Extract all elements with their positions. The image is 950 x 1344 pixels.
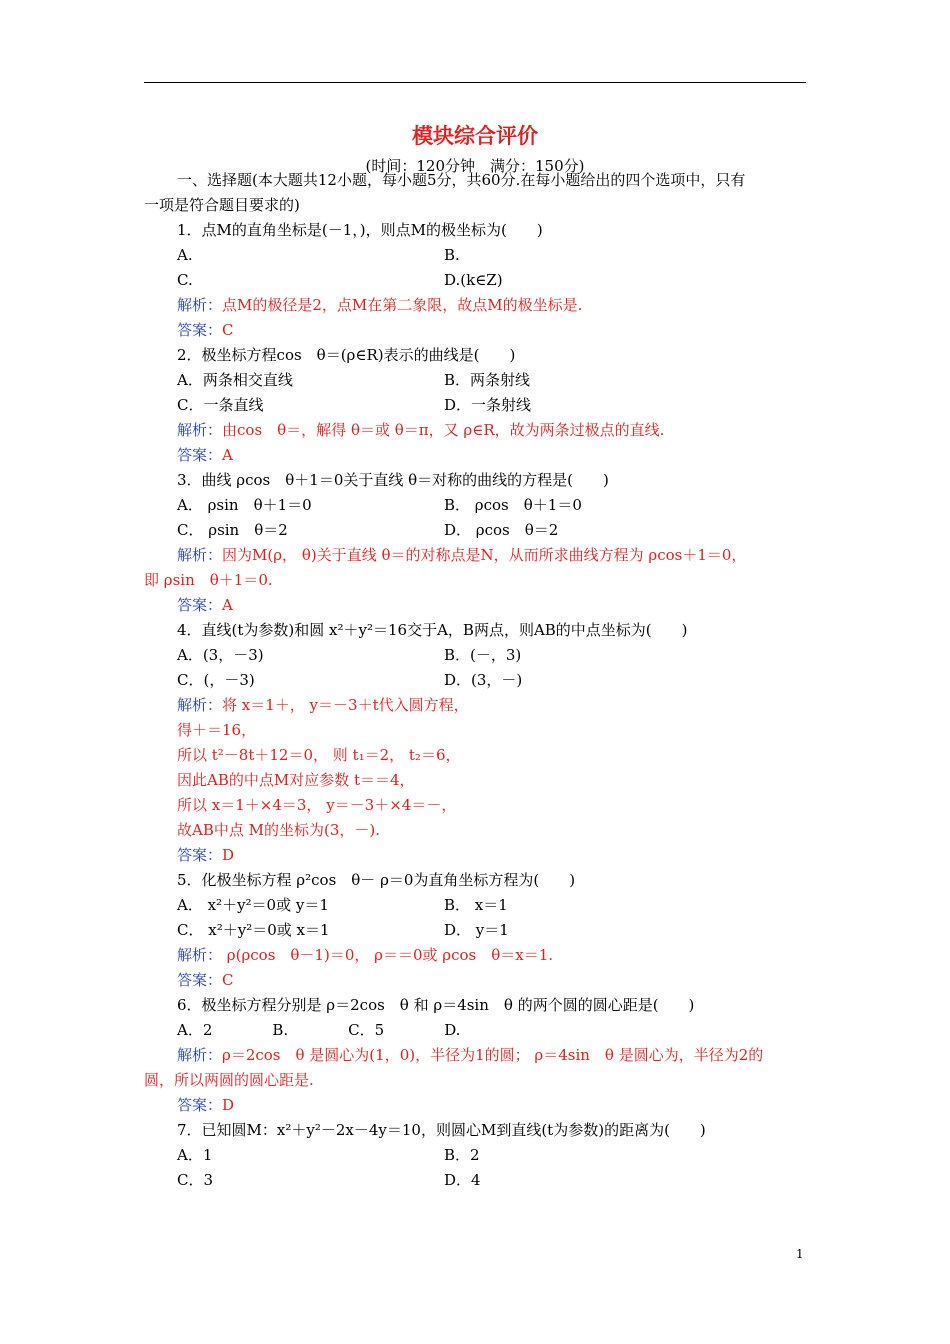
line-text: B.: [444, 246, 460, 264]
text-line: [144, 568, 273, 592]
text-line: [177, 218, 543, 242]
line-text: C．3: [177, 1171, 214, 1189]
line-text: 所以 x＝1＋×4＝3， y＝－3＋×4＝－，: [177, 796, 457, 814]
text-line: [444, 518, 558, 542]
line-text: 2．极坐标方程cos θ＝(ρ∈R)表示的曲线是( ): [177, 346, 516, 364]
analysis-label: 答案：: [177, 321, 223, 339]
line-text: D． ρcos θ＝2: [444, 521, 559, 539]
line-text: A.: [177, 246, 193, 264]
line-text: 3．曲线 ρcos θ＋1＝0关于直线 θ＝对称的曲线的方程是( ): [177, 471, 609, 489]
line-text: D． y＝1: [444, 921, 509, 939]
text-line: [444, 1168, 481, 1192]
line-text: 即 ρsin θ＋1＝0.: [144, 571, 273, 589]
analysis-label: 解析：: [177, 696, 223, 714]
analysis-label: 解析：: [177, 421, 223, 439]
analysis-label: 解析：: [177, 296, 223, 314]
analysis-label: 解析：: [177, 1046, 223, 1064]
page-title: 模块综合评价: [412, 123, 538, 148]
text-line: [177, 918, 330, 942]
text-line: [177, 893, 329, 917]
line-text: B．两条射线: [444, 371, 531, 389]
text-line: [177, 643, 264, 667]
line-text: D: [222, 846, 235, 864]
line-text: 一项是符合题目要求的): [144, 196, 300, 214]
analysis-line: [177, 843, 234, 867]
analysis-label: 答案：: [177, 846, 223, 864]
line-text: A．1: [177, 1146, 213, 1164]
text-line: [177, 493, 312, 517]
line-text: 5．化极坐标方程 ρ²cos θ－ ρ＝0为直角坐标方程为( ): [177, 871, 576, 889]
line-text: D．4: [444, 1171, 481, 1189]
line-text: A．两条相交直线: [177, 371, 293, 389]
line-text: D: [222, 1096, 235, 1114]
analysis-line: [177, 418, 664, 442]
text-line: [444, 893, 508, 917]
line-text: ρ(ρcos θ－1)＝0， ρ＝＝0或 ρcos θ＝x＝1.: [222, 946, 554, 964]
line-text: 因此AB的中点M对应参数 t＝＝4，: [177, 771, 415, 789]
analysis-line: [177, 968, 234, 992]
text-line: [177, 468, 609, 492]
line-text: A．2 B. C．5 D.: [177, 1021, 461, 1039]
exam-time-score: (时间：120分钟 满分：150分): [365, 157, 585, 175]
text-line: [177, 1118, 706, 1142]
line-text: 6．极坐标方程分别是 ρ＝2cos θ 和 ρ＝4sin θ 的两个圆的圆心距是( ): [177, 996, 695, 1014]
text-line: [177, 518, 288, 542]
line-text: 4．直线(t为参数)和圆 x²＋y²＝16交于A，B两点，则AB的中点坐标为( ): [177, 621, 688, 639]
line-text: D．(3，－): [444, 671, 523, 689]
line-text: A: [222, 446, 233, 464]
line-text: 7．已知圆M：x²＋y²－2x－4y＝10，则圆心M到直线(t为参数)的距离为( ): [177, 1121, 706, 1139]
text-line: [177, 368, 293, 392]
page-number: 1: [796, 1247, 804, 1261]
line-text: 所以 t²－8t＋12＝0， 则 t₁＝2， t₂＝6，: [177, 746, 461, 764]
text-line: [177, 743, 461, 767]
text-line: [177, 768, 415, 792]
line-text: 因为M(ρ， θ)关于直线 θ＝的对称点是N，从而所求曲线方程为 ρcos＋1＝0，: [222, 546, 747, 564]
text-line: [444, 668, 522, 692]
text-line: [444, 643, 521, 667]
line-text: C．一条直线: [177, 396, 264, 414]
line-text: 一、选择题(本大题共12小题，每小题5分，共60分.在每小题给出的四个选项中，只有: [177, 171, 746, 189]
text-line: [177, 668, 255, 692]
line-text: 将 x＝1＋， y＝－3＋t代入圆方程，: [222, 696, 469, 714]
analysis-label: 答案：: [177, 596, 223, 614]
analysis-label: 答案：: [177, 971, 223, 989]
line-text: A: [222, 596, 233, 614]
text-line: [177, 793, 456, 817]
analysis-label: 答案：: [177, 446, 223, 464]
analysis-line: [177, 1043, 763, 1067]
text-line: [177, 268, 193, 292]
text-line: [177, 393, 263, 417]
line-text: B． x＝1: [444, 896, 508, 914]
text-line: [177, 618, 688, 642]
line-text: D．一条射线: [444, 396, 532, 414]
text-line: [177, 243, 193, 267]
text-line: [177, 718, 256, 742]
analysis-line: [177, 543, 746, 567]
text-line: [177, 868, 575, 892]
text-line: [177, 1168, 213, 1192]
text-line: [444, 368, 530, 392]
analysis-line: [177, 943, 553, 967]
analysis-label: 解析：: [177, 546, 223, 564]
line-text: 故AB中点 M的坐标为(3，－).: [177, 821, 380, 839]
analysis-line: [177, 293, 582, 317]
text-line: [144, 193, 300, 217]
line-text: B．(－，3): [444, 646, 522, 664]
line-text: A． x²＋y²＝0或 y＝1: [177, 896, 329, 914]
line-text: 点M的极径是2，点M在第二象限，故点M的极坐标是.: [222, 296, 583, 314]
text-line: [444, 493, 582, 517]
line-text: 1．点M的直角坐标是(－1，)，则点M的极坐标为( ): [177, 221, 543, 239]
line-text: 得＋＝16，: [177, 721, 257, 739]
text-line: [177, 1143, 212, 1167]
line-text: C: [222, 321, 234, 339]
text-line: [444, 1143, 480, 1167]
text-line: [144, 1068, 314, 1092]
text-line: [444, 243, 460, 267]
line-text: C．(，－3): [177, 671, 255, 689]
analysis-line: [177, 693, 469, 717]
text-line: [444, 393, 531, 417]
line-text: A．(3，－3): [177, 646, 264, 664]
analysis-line: [177, 443, 233, 467]
analysis-label: 答案：: [177, 1096, 223, 1114]
line-text: A． ρsin θ＋1＝0: [177, 496, 312, 514]
line-text: C: [222, 971, 234, 989]
text-line: [177, 818, 380, 842]
text-line: [177, 993, 694, 1017]
line-text: B．2: [444, 1146, 480, 1164]
line-text: 由cos θ＝，解得 θ＝或 θ＝π，又 ρ∈R，故为两条过极点的直线.: [222, 421, 665, 439]
line-text: 圆，所以两圆的圆心距是.: [144, 1071, 314, 1089]
line-text: C． ρsin θ＝2: [177, 521, 288, 539]
analysis-label: 解析：: [177, 946, 223, 964]
line-text: D.(k∈Z): [444, 271, 503, 289]
text-line: [444, 918, 509, 942]
text-line: [444, 268, 503, 292]
header-rule: [144, 82, 806, 83]
analysis-line: [177, 318, 234, 342]
text-line: [177, 168, 745, 192]
analysis-line: [177, 1093, 234, 1117]
line-text: C.: [177, 271, 193, 289]
line-text: C． x²＋y²＝0或 x＝1: [177, 921, 330, 939]
text-line: [177, 1018, 460, 1042]
line-text: ρ＝2cos θ 是圆心为(1，0)，半径为1的圆； ρ＝4sin θ 是圆心为，半径为2的: [222, 1046, 764, 1064]
analysis-line: [177, 593, 233, 617]
text-line: [177, 343, 515, 367]
line-text: B． ρcos θ＋1＝0: [444, 496, 582, 514]
